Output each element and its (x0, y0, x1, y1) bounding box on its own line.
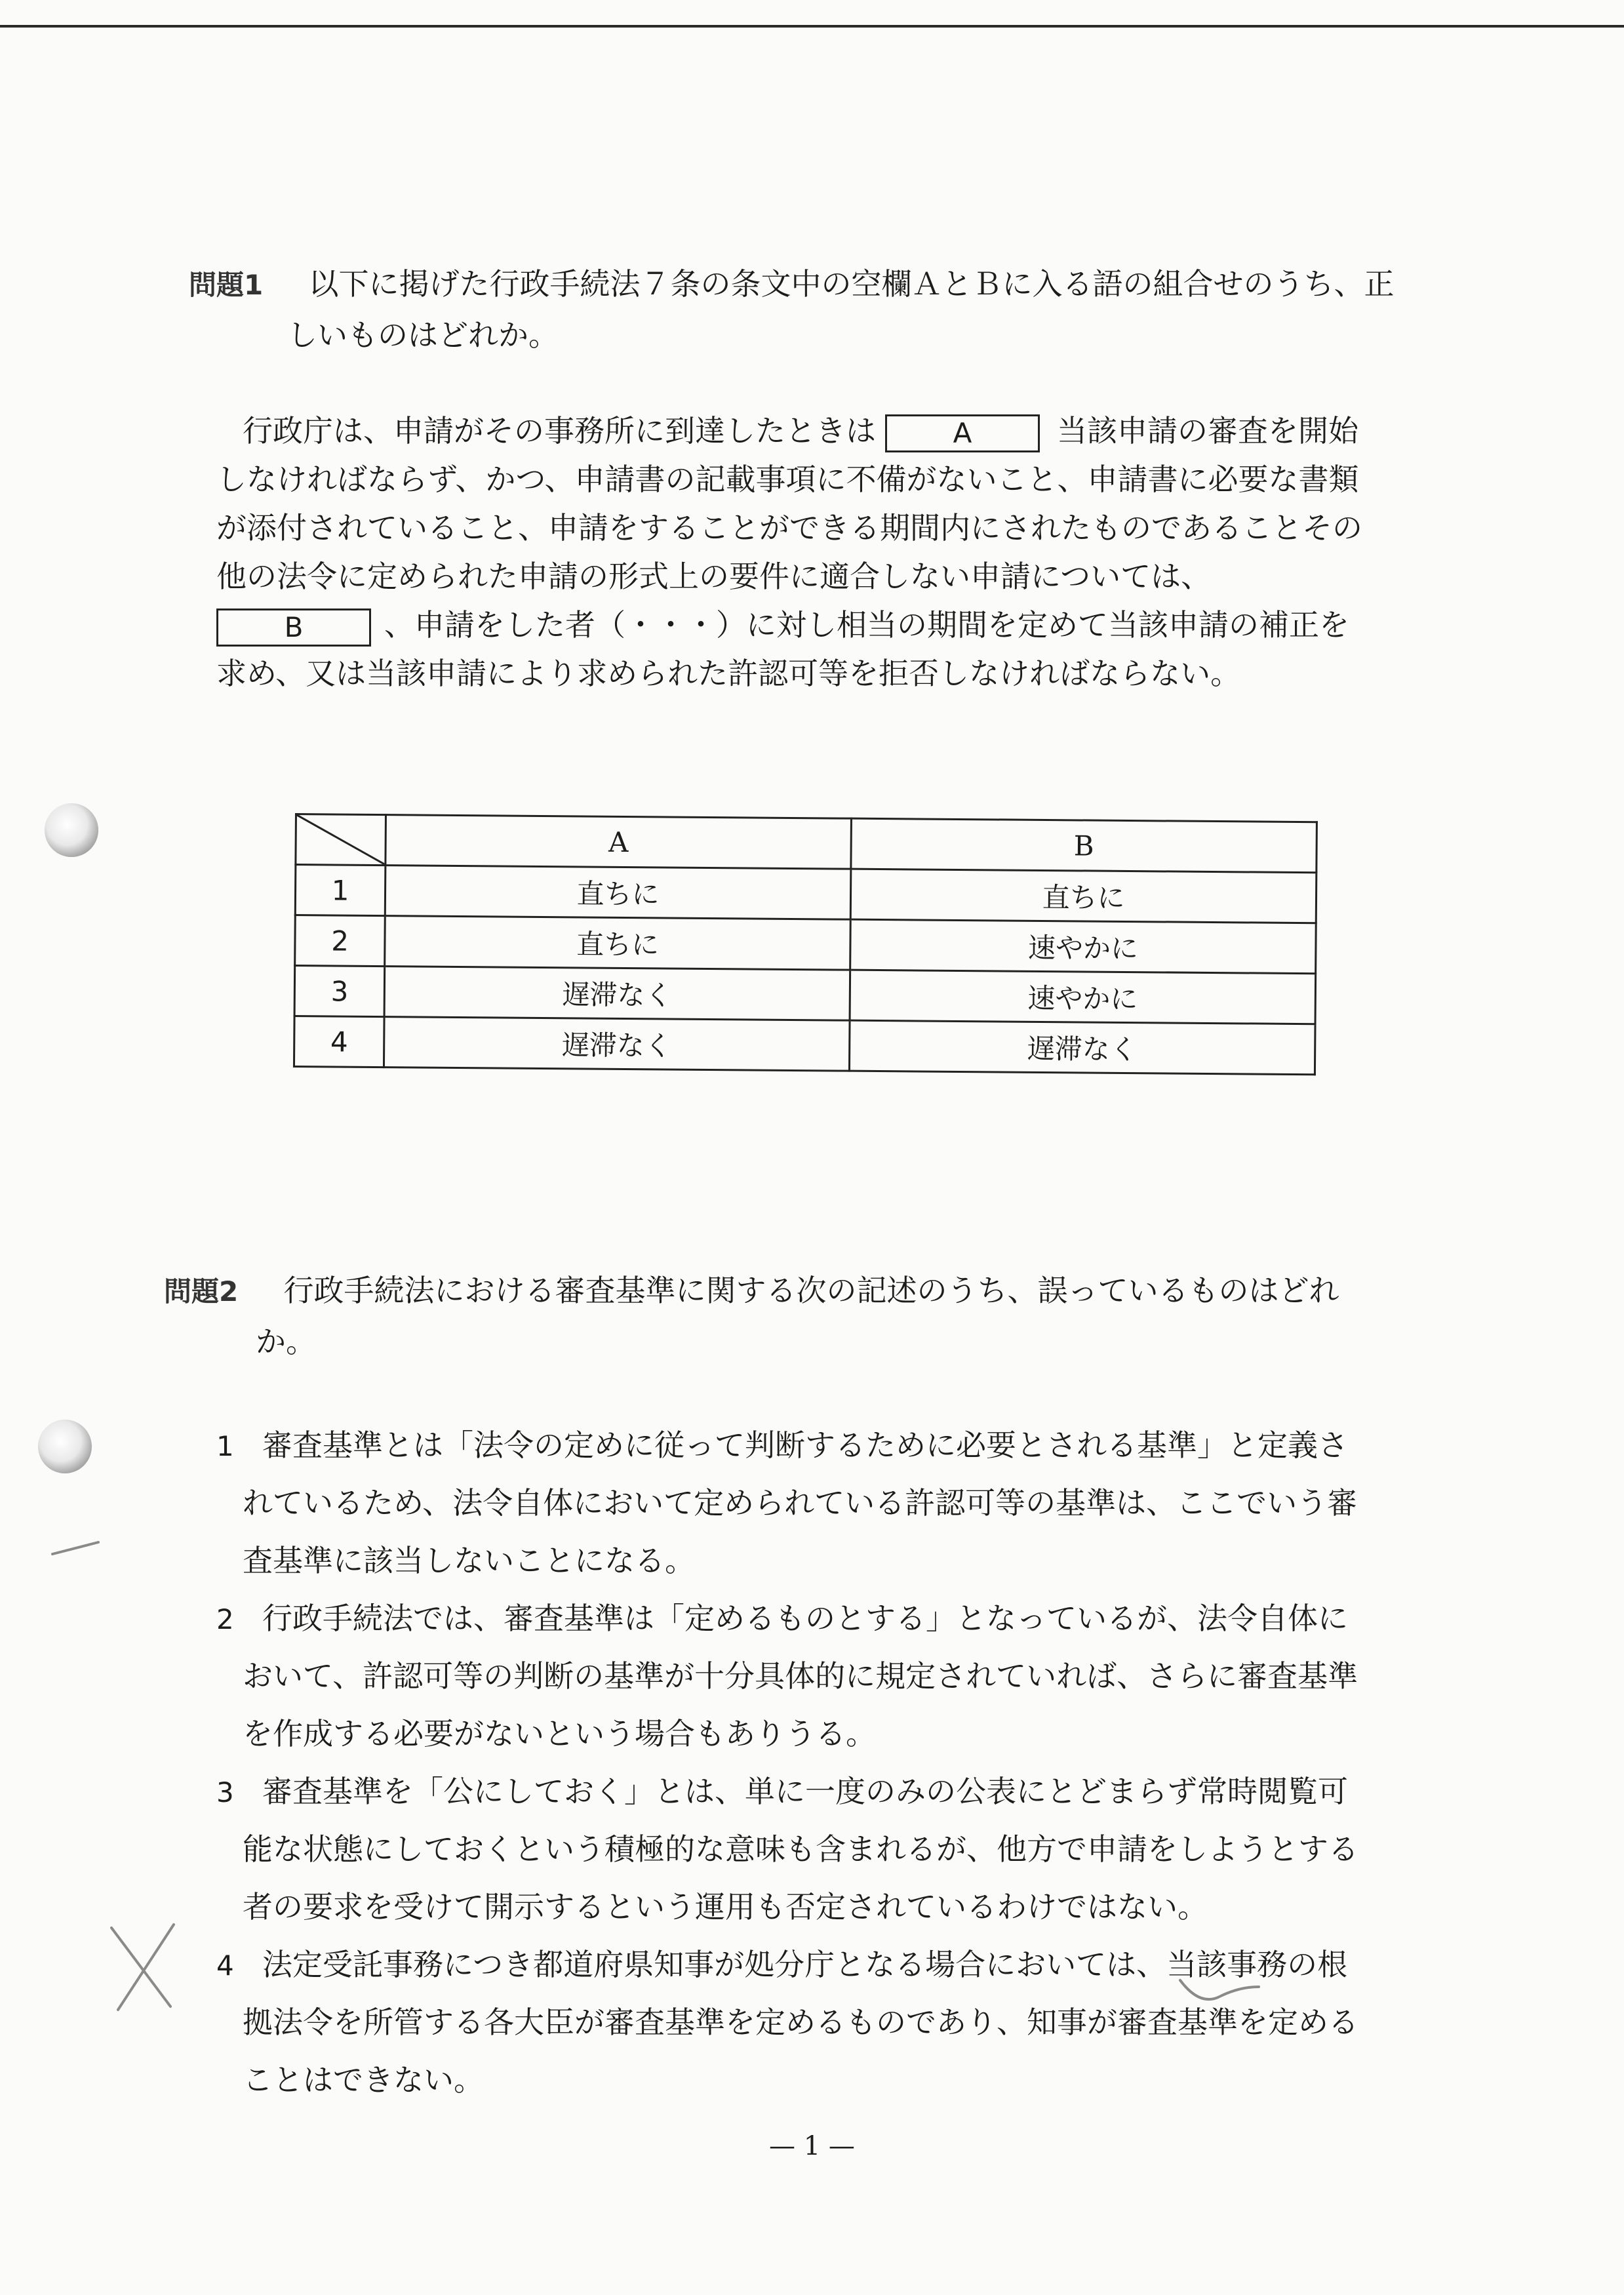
cell-a: 直ちに (385, 916, 850, 970)
pencil-check-mark (1174, 1967, 1265, 2013)
passage-line: 他の法令に定められた申請の形式上の要件に適合しない申請については、 (216, 559, 1212, 594)
answer-choice-table (293, 813, 1318, 1075)
question-1-heading (189, 259, 1428, 360)
row-number: 4 (294, 1016, 384, 1068)
row-number: 2 (295, 915, 386, 967)
cell-a: 遅滞なく (384, 967, 850, 1021)
statement-text: 者の要求を受けて開示するという運用も否定されているわけではない。 (243, 1889, 1208, 1925)
passage-line (243, 407, 1423, 455)
cell-a: 直ちに (385, 866, 850, 920)
column-header-b: B (851, 818, 1317, 873)
question-2-prompt-cont: か。 (256, 1324, 316, 1359)
cell-b: 速やかに (850, 919, 1317, 974)
statute-passage (216, 407, 1423, 698)
table-corner-cell (296, 814, 386, 866)
passage-text: 当該申請の審査を開始 (1057, 413, 1358, 449)
cell-b: 直ちに (850, 869, 1317, 923)
passage-line (216, 601, 1423, 649)
blank-a-box: A (885, 414, 1040, 452)
column-header-a: A (386, 815, 851, 869)
row-number: 3 (294, 966, 385, 1017)
statement-text: れているため、法令自体において定められている許認可等の基準は、ここでいう審 (243, 1485, 1358, 1521)
question-1-label: 問題1 (189, 269, 264, 301)
punch-hole (38, 1420, 92, 1473)
statement-number: 2 (216, 1603, 234, 1635)
statement-text: おいて、許認可等の判断の基準が十分具体的に規定されていれば、さらに審査基準 (243, 1658, 1358, 1694)
table-row (294, 1016, 1315, 1075)
statement-number: 3 (216, 1776, 234, 1808)
statement-text: 行政手続法では、審査基準は「定めるものとする」となっているが、法令自体に (262, 1601, 1348, 1636)
blank-b-box: B (216, 609, 371, 647)
table-row (294, 966, 1316, 1024)
question-2-heading (164, 1266, 1410, 1367)
statement-number: 1 (216, 1430, 234, 1462)
table-row (295, 915, 1317, 974)
statement-text: ことはできない。 (243, 2062, 484, 2098)
passage-line: 求め、又は当該申請により求められた許認可等を拒否しなければならない。 (216, 656, 1241, 691)
top-edge-rule (0, 25, 1624, 28)
pencil-x-mark (98, 1915, 190, 2020)
diagonal-line (296, 815, 385, 864)
statement-2 (216, 1589, 1396, 1763)
passage-line: が添付されていること、申請をすることができる期間内にされたものであることその (216, 510, 1362, 546)
passage-line: しなければならず、かつ、申請書の記載事項に不備がないこと、申請書に必要な書類 (216, 462, 1359, 497)
question-2-label: 問題2 (164, 1275, 239, 1307)
statement-text: 審査基準とは「法令の定めに従って判断するために必要とされる基準」と定義さ (262, 1427, 1348, 1463)
statement-text: 法定受託事務につき都道府県知事が処分庁となる場合においては、当該事務の根 (262, 1947, 1348, 1982)
passage-text: 行政庁は、申請がその事務所に到達したときは (243, 413, 876, 449)
statement-text: 能な状態にしておくという積極的な意味も含まれるが、他方で申請をしようとする (243, 1831, 1358, 1867)
cell-a: 遅滞なく (384, 1017, 850, 1071)
statement-text: 拠法令を所管する各大臣が審査基準を定めるものであり、知事が審査基準を定める (243, 2005, 1358, 2040)
page-number: — 1 — (769, 2131, 855, 2161)
cell-b: 遅滞なく (850, 1020, 1316, 1075)
statement-text: 審査基準を「公にしておく」とは、単に一度のみの公表にとどまらず常時閲覧可 (262, 1774, 1348, 1809)
table-row (295, 865, 1317, 923)
statement-1 (216, 1416, 1396, 1589)
cell-b: 速やかに (850, 970, 1316, 1024)
row-number: 1 (295, 865, 386, 916)
table-header-row (296, 814, 1317, 873)
statement-4 (216, 1936, 1396, 2109)
question-2-prompt: 行政手続法における審査基準に関する次の記述のうち、誤っているものはどれ (283, 1273, 1339, 1308)
punch-hole (45, 803, 98, 857)
statement-number: 4 (216, 1949, 234, 1982)
passage-text: 、申請をした者（・・・）に対し相当の期間を定めて当該申請の補正を (384, 607, 1349, 643)
question-1-prompt-cont: しいものはどれか。 (287, 317, 559, 353)
question-1-prompt: 以下に掲げた行政手続法７条の条文中の空欄ＡとＢに入る語の組合せのうち、正 (308, 266, 1395, 302)
statement-3 (216, 1763, 1396, 1936)
pencil-dash-mark (46, 1534, 105, 1561)
statement-text: を作成する必要がないという場合もありうる。 (243, 1716, 876, 1751)
statement-text: 査基準に該当しないことになる。 (243, 1543, 695, 1578)
